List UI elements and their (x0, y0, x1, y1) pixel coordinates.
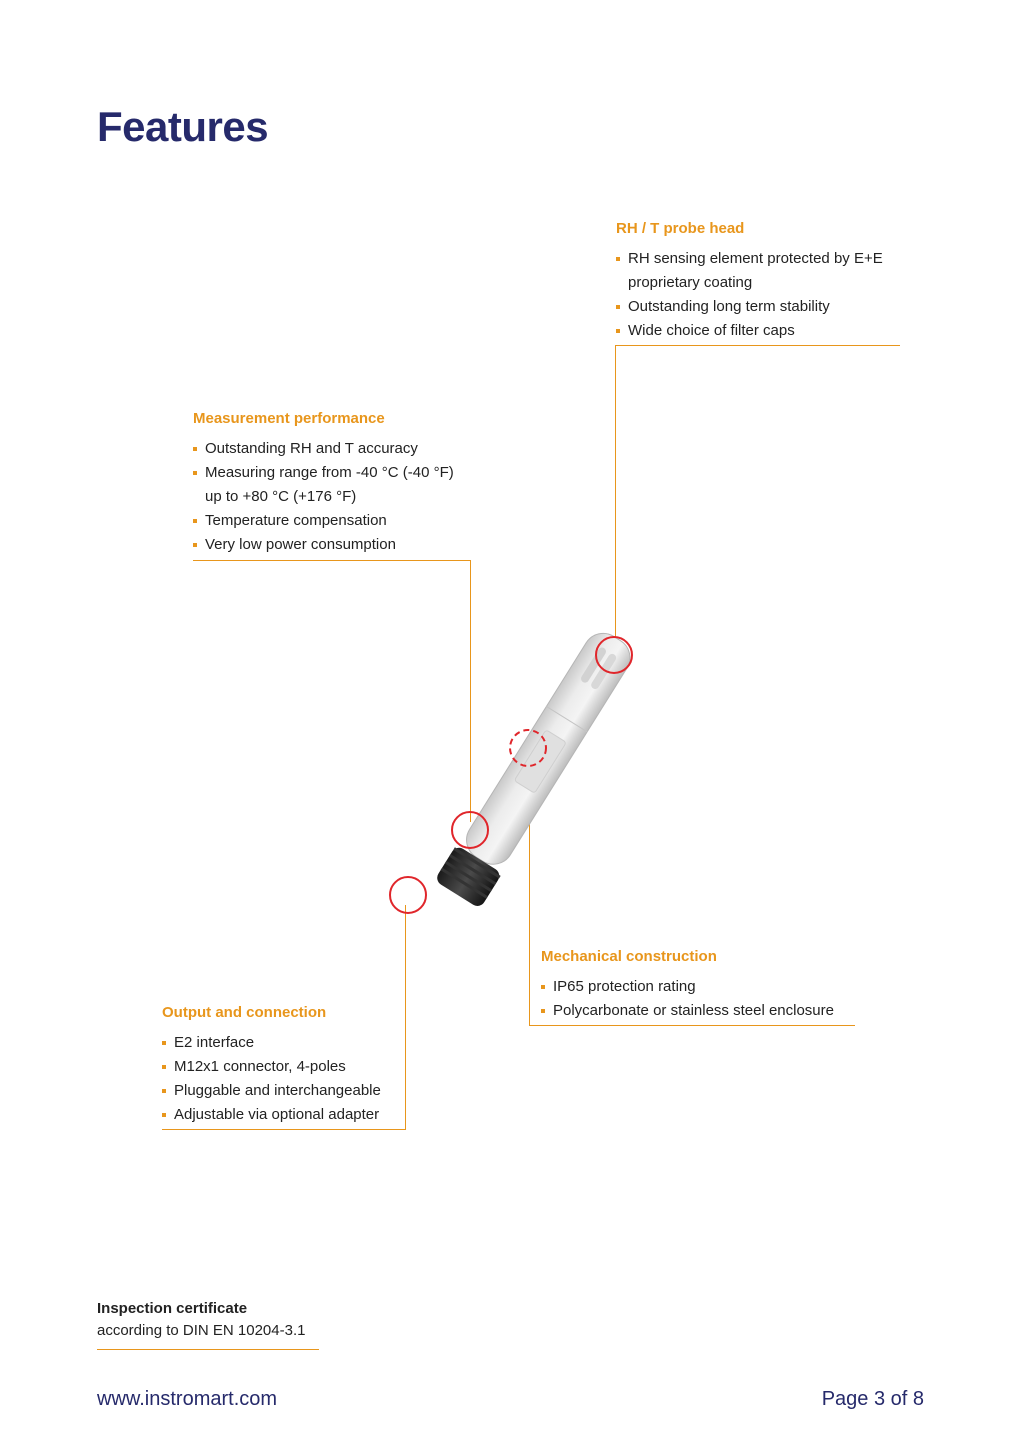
leader-line-measurement-underline (193, 560, 471, 561)
list-item-continuation: proprietary coating (628, 274, 753, 291)
page-title: Features (97, 103, 269, 150)
list-item: Pluggable and interchangeable (162, 1079, 412, 1103)
list-item: Wide choice of filter caps (616, 319, 916, 343)
marker-connector (390, 877, 426, 913)
list-item: E2 interface (162, 1031, 412, 1055)
leader-line-mechanical-underline (529, 1025, 855, 1026)
feature-list (162, 1031, 412, 1127)
list-item: Polycarbonate or stainless steel enclosure (541, 999, 871, 1023)
probe-illustration (360, 600, 680, 940)
list-item: M12x1 connector, 4-poles (162, 1055, 412, 1079)
inspection-certificate (97, 1300, 305, 1339)
leader-line-output-underline (162, 1129, 406, 1130)
list-item-continuation: up to +80 °C (+176 °F) (205, 488, 357, 505)
callout-heading: Output and connection (162, 1004, 327, 1021)
callout-measurement-performance (193, 410, 483, 557)
leader-line-rht-underline (616, 345, 900, 346)
certificate-underline (97, 1349, 319, 1350)
list-item: RH sensing element protected by E+E (616, 247, 916, 271)
list-item: Measuring range from -40 °C (-40 °F) (193, 461, 483, 485)
callout-mechanical-construction (541, 948, 871, 1023)
list-item: Very low power consumption (193, 533, 483, 557)
feature-list (541, 975, 871, 1023)
list-item: Temperature compensation (193, 509, 483, 533)
certificate-text: according to DIN EN 10204-3.1 (97, 1322, 306, 1339)
probe-body (434, 624, 640, 909)
feature-list (616, 247, 916, 343)
footer-page-number: Page 3 of 8 (821, 1388, 924, 1410)
certificate-title: Inspection certificate (97, 1300, 248, 1317)
callout-rht-probe-head (616, 220, 916, 343)
callout-heading: Mechanical construction (541, 948, 717, 965)
list-item: Outstanding long term stability (616, 295, 916, 319)
callout-heading: RH / T probe head (616, 220, 745, 237)
feature-list (193, 437, 483, 557)
callout-heading: Measurement performance (193, 410, 385, 427)
list-item: IP65 protection rating (541, 975, 871, 999)
footer-website-link[interactable]: www.instromart.com (97, 1388, 278, 1410)
list-item: Outstanding RH and T accuracy (193, 437, 483, 461)
callout-output-connection (162, 1004, 412, 1127)
list-item: Adjustable via optional adapter (162, 1103, 412, 1127)
